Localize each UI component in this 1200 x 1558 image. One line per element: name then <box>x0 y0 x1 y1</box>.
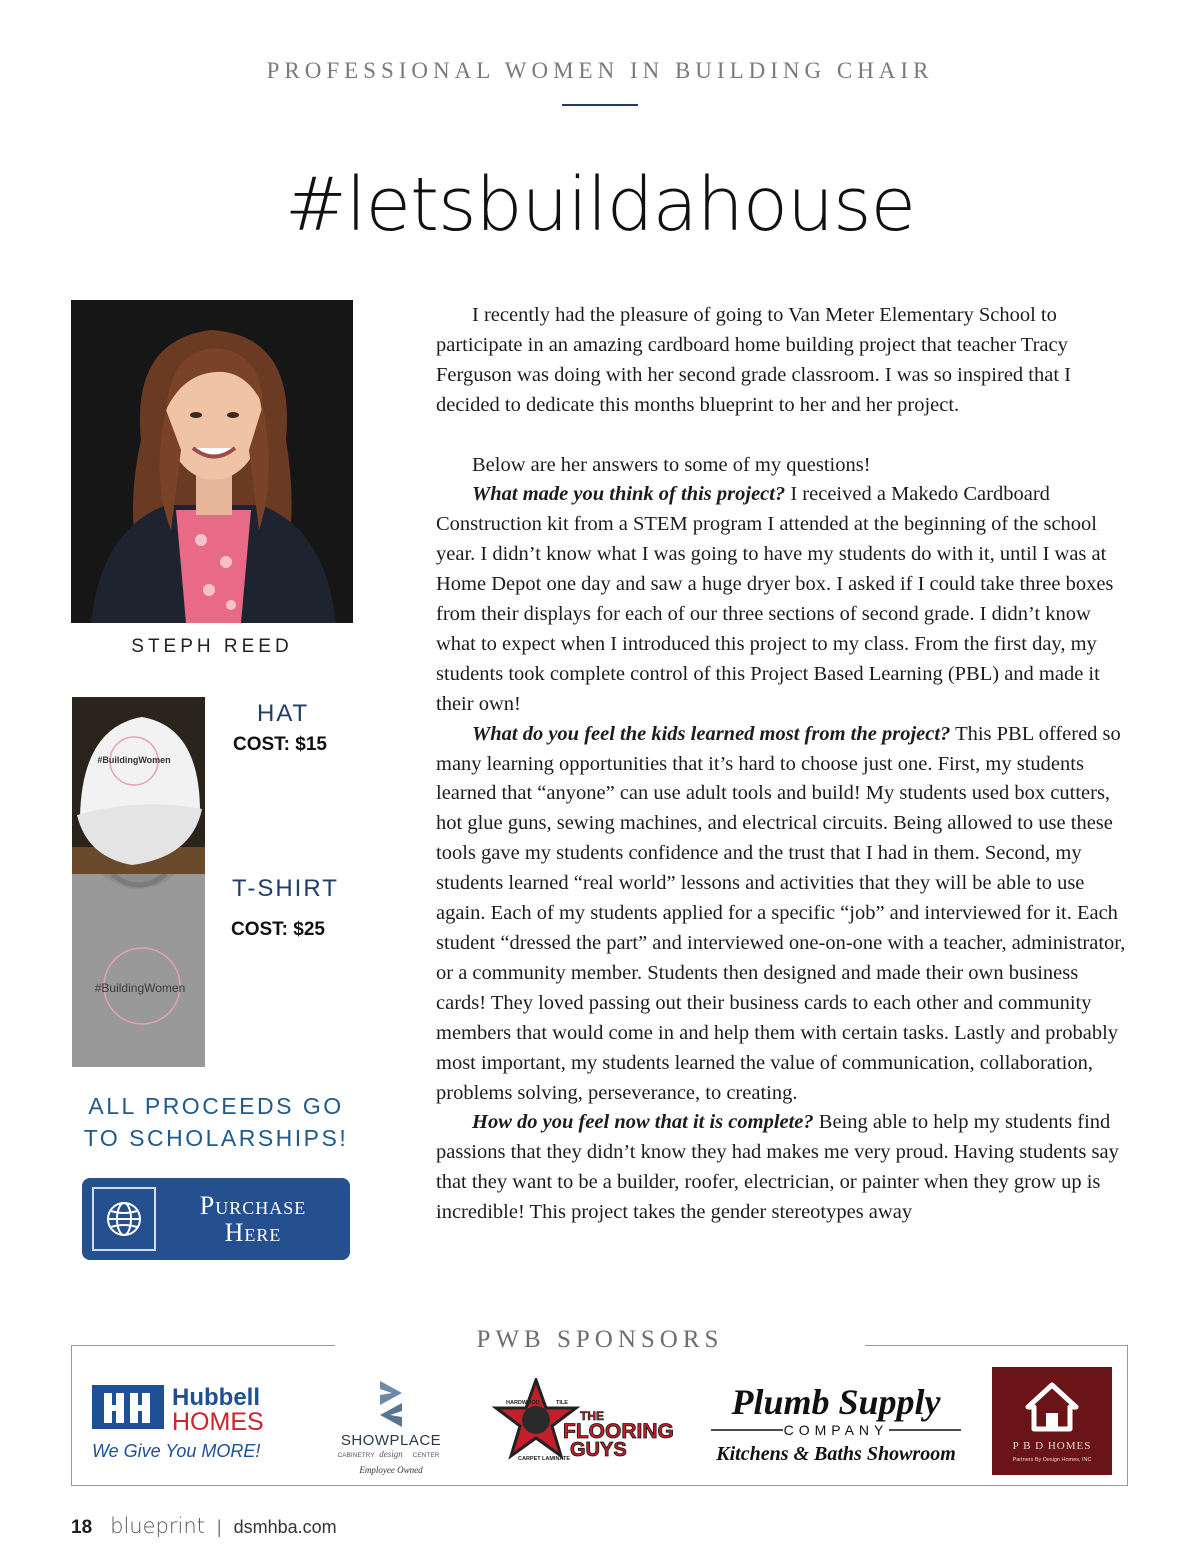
article-body <box>436 301 1131 1228</box>
hat-cost: COST: $15 <box>233 734 327 755</box>
purchase-here-button[interactable] <box>82 1178 350 1260</box>
article-paragraph-intro: I recently had the pleasure of going to Van Meter Elementary School to participate in an amazing cardboard home building project that teacher Tracy Ferguson was doing with her second grade classroom. I was so inspired that I decided to dedicate this months blueprint to her and her project. <box>436 304 1071 416</box>
answer-1: I received a Makedo Cardboard Construction kit from a STEM program I attended at the beginning of the school year. I didn’t know what I was going to have my students do with it, until I was at Home Depot one day and saw a huge dryer box. I asked if I could take three boxes from their displays for each of our three sections of second grade. I didn’t know what to expect when I introduced this project to my class. From the first day, my students took complete control of this Project Based Learning (PBL) and made it their own! <box>436 483 1114 715</box>
portrait-caption: STEPH REED <box>131 636 293 657</box>
hat-photo <box>72 697 205 874</box>
sponsors-heading: PWB SPONSORS <box>335 1326 865 1354</box>
showplace-logo[interactable] <box>328 1375 454 1480</box>
footer-separator: | <box>216 1517 222 1537</box>
plumb-company: COMPANY <box>783 1422 889 1438</box>
plumb-supply-logo[interactable] <box>705 1380 967 1465</box>
question-2: What do you feel the kids learned most from the project? <box>472 722 951 745</box>
article-paragraph-lead: Below are her answers to some of my questions! <box>472 453 871 476</box>
plumb-name: Plumb Supply <box>731 1382 941 1422</box>
publication-name: blueprint <box>110 1514 205 1538</box>
flooring-bottom-a: CARPET <box>518 1456 541 1462</box>
showplace-sub-b: design <box>379 1449 403 1459</box>
page-footer <box>71 1514 337 1539</box>
flooring-word: FLOORING <box>563 1420 674 1443</box>
hat-print-text: #BuildingWomen <box>97 755 171 765</box>
website-link[interactable]: dsmhba.com <box>233 1517 337 1537</box>
flooring-guys: GUYS <box>570 1439 627 1461</box>
answer-2: This PBL offered so many learning opportunities that it’s hard to choose just one. First, my students learned that “anyone” can use adult tools and build! My students used box cutters, hot glue guns, sewing machines, and electrical circuits. Being allowed to use these tools gave my students confidence and the trust that I had in them. Second, my students learned “real world” lessons and activities that they will be able to use again. Each of my students applied for a specific “job” and interviewed for it. Each student “dressed the part” and interviewed one-on-one with a teacher, administrator, or a community member. Students then designed and made their own business cards! They loved passing out their business cards to each other and community members that would come in and help them with certain tasks. Lastly and probably most important, my students learned the value of communication, collaboration, problems solving, perseverance, to creating. <box>436 722 1126 1104</box>
page-title: #letsbuildahouse <box>284 162 916 248</box>
hubbell-homes: HOMES <box>172 1408 264 1436</box>
flooring-top-b: TILE <box>556 1400 568 1406</box>
plumb-tagline: Kitchens & Baths Showroom <box>716 1443 956 1465</box>
flooring-the: THE <box>580 1409 604 1423</box>
globe-icon <box>92 1187 156 1251</box>
purchase-button-label <box>156 1192 350 1246</box>
pbd-name: P B D HOMES <box>1012 1440 1092 1452</box>
article-qa-3 <box>436 1108 1131 1228</box>
purchase-line-2: Here <box>224 1218 282 1247</box>
showplace-tag: Employee Owned <box>359 1465 423 1475</box>
showplace-name: SHOWPLACE <box>340 1432 442 1449</box>
showplace-sub-a: CABINETRY <box>337 1452 375 1459</box>
tshirt-cost: COST: $25 <box>231 919 325 940</box>
paragraph-gap <box>436 421 1131 451</box>
pbd-homes-logo[interactable] <box>992 1367 1112 1475</box>
answer-3: Being able to help my students find passions that they didn’t know they had makes me very proud. Having students say that they want to be a builder, roofer, electrician, or painter when they grow up is incredible! This project takes the gender stereotypes away <box>436 1111 1119 1224</box>
article-qa-1 <box>436 480 1131 719</box>
question-3: How do you feel now that it is complete? <box>472 1111 814 1134</box>
hubbell-tagline: We Give You MORE! <box>92 1441 261 1461</box>
section-kicker: PROFESSIONAL WOMEN IN BUILDING CHAIR <box>266 58 934 83</box>
pbd-sub: Partners By Design Homes, INC <box>1012 1457 1092 1463</box>
shirt-print-text: #BuildingWomen <box>94 981 186 995</box>
showplace-sub-c: CENTER <box>412 1452 440 1459</box>
tshirt-photo <box>72 874 205 1067</box>
purchase-line-1: Purchase <box>199 1191 307 1220</box>
proceeds-line-2: TO SCHOLARSHIPS! <box>83 1125 349 1151</box>
hubbell-name: Hubbell <box>172 1384 260 1411</box>
proceeds-note <box>71 1090 361 1154</box>
question-1: What made you think of this project? <box>472 483 786 506</box>
hubbell-homes-logo[interactable] <box>90 1383 280 1463</box>
hat-label: HAT <box>257 700 310 727</box>
portrait-photo <box>71 300 353 623</box>
page-number: 18 <box>71 1517 93 1538</box>
flooring-top-a: HARDWOOD <box>506 1400 540 1406</box>
tshirt-label: T-SHIRT <box>232 875 339 902</box>
flooring-bottom-b: LAMINATE <box>542 1456 571 1462</box>
kicker-divider <box>562 104 638 106</box>
proceeds-line-1: ALL PROCEEDS GO <box>88 1093 344 1119</box>
article-qa-2 <box>436 720 1131 1109</box>
flooring-guys-logo[interactable] <box>488 1378 678 1468</box>
